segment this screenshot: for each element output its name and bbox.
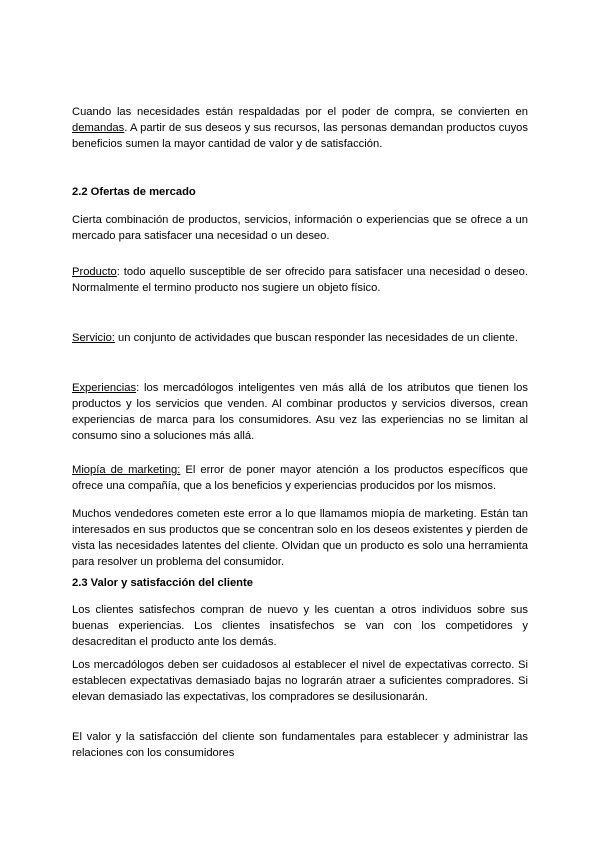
paragraph-experiencias — [72, 380, 528, 444]
paragraph-demandas — [72, 104, 528, 152]
term-demandas: demandas — [72, 122, 125, 134]
term-servicio: Servicio: — [72, 332, 115, 344]
producto-definition: : todo aquello susceptible de ser ofrecido para satisfacer una necesidad o deseo. Normalmente el termino producto nos sugiere un objeto físico. — [72, 266, 528, 294]
heading-ofertas-de-mercado: 2.2 Ofertas de mercado — [72, 186, 196, 198]
experiencias-definition: : los mercadólogos inteligentes ven más allá de los atributos que tienen los productos y los servicios que venden. Al combinar productos y servicios diversos, crean experiencias de marca para los consumidores. Asu vez las experiencias no se limitan al consumo sino a soluciones más allá. — [72, 382, 528, 442]
paragraph-ofertas: Cierta combinación de productos, servicios, información o experiencias que se ofrece a un mercado para satisfacer una necesidad o un deseo. — [72, 214, 528, 242]
heading-valor-y-satisfaccion: 2.3 Valor y satisfacción del cliente — [72, 577, 253, 589]
servicio-definition: un conjunto de actividades que buscan responder las necesidades de un cliente. — [114, 332, 518, 344]
paragraph-mercadologos: Los mercadólogos deben ser cuidadosos al establecer el nivel de expectativas correcto. Si establecen expectativas demasiado bajas no lograrán atraer a suficientes compradores. Si elevan demasiado las expectativas, los compradores se desilusionarán. — [72, 659, 528, 703]
demandas-body: . A partir de sus deseos y sus recursos, las personas demandan productos cuyos beneficios sumen la mayor cantidad de valor y de satisfacción. — [72, 122, 528, 150]
paragraph-servicio — [72, 330, 528, 346]
paragraph-producto — [72, 264, 528, 296]
paragraph-valor: El valor y la satisfacción del cliente son fundamentales para establecer y administrar las relaciones con los consumidores — [72, 731, 528, 759]
term-experiencias: Experiencias — [72, 382, 137, 394]
paragraph-miopia — [72, 462, 528, 494]
paragraph-vendedores: Muchos vendedores cometen este error a lo que llamamos miopía de marketing. Están tan interesados en sus productos que se concentran solo en los deseos existentes y pierden de vista las necesidades latentes del cliente. Olvidan que un producto es solo una herramienta para resolver un problema del consumidor. — [72, 508, 528, 568]
paragraph-clientes: Los clientes satisfechos compran de nuevo y les cuentan a otros individuos sobre sus buenas experiencias. Los clientes insatisfechos se van con los competidores y desacreditan el producto ante los demás. — [72, 604, 528, 648]
term-miopia-de-marketing: Miopía de marketing: — [72, 464, 181, 476]
demandas-intro: Cuando las necesidades están respaldadas por el poder de compra, se convierten en — [72, 106, 528, 118]
miopia-definition: El error de poner mayor atención a los productos específicos que ofrece una compañía, que a los beneficios y experiencias producidos por los mismos. — [72, 464, 529, 492]
term-producto: Producto — [72, 266, 117, 278]
